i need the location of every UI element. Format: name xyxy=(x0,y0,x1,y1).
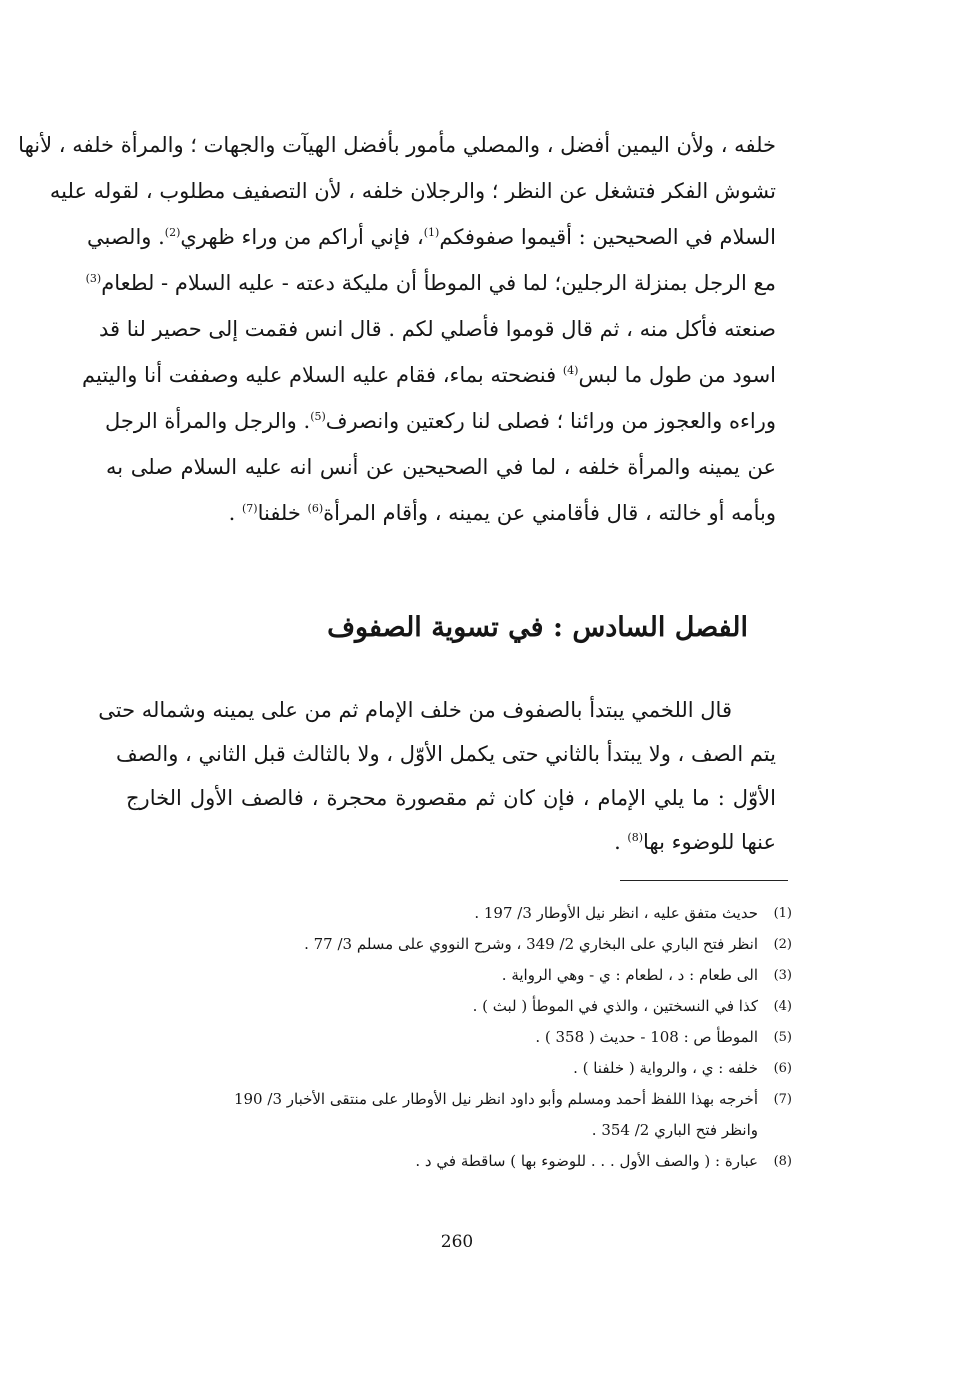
footnote-number: (4) xyxy=(773,999,792,1014)
paragraph-1 xyxy=(18,122,776,536)
text-line xyxy=(87,214,776,260)
footnote-number: (7) xyxy=(773,1092,792,1107)
text-line xyxy=(49,168,776,214)
footnote-marker: (1) xyxy=(423,226,440,239)
footnote-marker: (5) xyxy=(310,410,326,423)
footnotes-list xyxy=(152,898,792,1177)
footnote-marker: (2) xyxy=(164,226,181,239)
footnote-marker: (6) xyxy=(307,502,324,515)
line-text: قال اللخمي يبتدأ بالصفوف من خلف الإمام ثم من على يمينه وشماله حتى xyxy=(98,698,732,722)
text-line xyxy=(98,688,776,732)
text-line xyxy=(126,776,776,820)
footnote-marker: (4) xyxy=(562,364,579,377)
footnote-text: خلفه : ي ، والرواية ( خلفنا ) . xyxy=(573,1059,758,1077)
section-heading: الفصل السادس : في تسوية الصفوف xyxy=(327,612,748,643)
footnote-text: حديث متفق عليه ، انظر نيل الأوطار 3/ 197 . xyxy=(474,904,758,922)
footnote-marker: (7) xyxy=(241,502,258,515)
footnote-text: الى طعام : د ، لطعام : ي - وهي الرواية . xyxy=(501,966,758,984)
line-text: فنضحته بماء، فقام عليه السلام عليه وصففت أنا واليتيم xyxy=(82,363,563,387)
text-line xyxy=(126,820,776,864)
line-text: . xyxy=(614,830,628,854)
footnote-text: عبارة : ( والصف الأول . . . للوضوء بها ) ساقطة في د . xyxy=(415,1152,758,1170)
page-number: 260 xyxy=(440,1232,474,1252)
text-line xyxy=(106,398,776,444)
line-text: . xyxy=(228,501,242,525)
footnote-text-line: أخرجه بهذا اللفظ أحمد ومسلم وأبو داود انظر نيل الأوطار على منتقى الأخبار 3/ 190 xyxy=(233,1090,758,1108)
line-text: . والرجل والمرأة الرجل xyxy=(104,409,311,433)
footnote-number: (6) xyxy=(773,1061,792,1076)
footnote-text-line: وانظر فتح الباري 2/ 354 . xyxy=(591,1121,758,1139)
line-text: يتم الصف ، ولا يبتدأ بالثاني حتى يكمل الأوّل ، ولا بالثالث قبل الثاني ، والصف xyxy=(116,742,776,766)
line-text: صنعته فأكل منه ، ثم قال قوموا فأصلي لكم . قال انس فقمت إلى حصير لنا قد xyxy=(99,317,776,341)
line-text: خلفه ، ولأن اليمين أفضل ، والمصلي مأمور بأفضل الهيآت والجهات ؛ والمرأة خلفه ، لأنها xyxy=(18,133,776,157)
text-line xyxy=(82,352,776,398)
line-text: عنها للوضوء بها xyxy=(643,830,776,854)
footnote-text xyxy=(152,1084,758,1146)
footnote-number: (5) xyxy=(773,1030,792,1045)
footnote-text: كذا في النسختين ، والذي في الموطأ ( لبث ) . xyxy=(472,997,758,1015)
footnote-item xyxy=(152,1053,792,1084)
footnote-number: (8) xyxy=(773,1154,792,1169)
line-text: السلام في الصحيحين : أقيموا صفوفكم xyxy=(439,225,776,249)
footnote-number: (3) xyxy=(773,968,792,983)
text-line xyxy=(106,444,776,490)
footnote-item xyxy=(152,991,792,1022)
footnote-marker: (3) xyxy=(85,272,102,285)
footnote-number: (2) xyxy=(773,937,792,952)
footnote-separator xyxy=(620,880,788,881)
text-line xyxy=(116,732,776,776)
line-text: وبأمه أو خالته ، قال فأقامني عن يمينه ، وأقام المرأة xyxy=(323,501,776,525)
footnote-item xyxy=(152,1146,792,1177)
footnote-text: انظر فتح الباري على البخاري 2/ 349 ، وشرح النووي على مسلم 3/ 77 . xyxy=(304,935,758,953)
line-text: اسود من طول ما لبس xyxy=(578,363,776,387)
line-text: . والصبي xyxy=(87,225,165,249)
line-text: خلفنا xyxy=(257,501,308,525)
footnote-item xyxy=(152,1084,792,1146)
line-text: عن يمينه والمرأة خلفه ، لما في الصحيحين عن أنس انه عليه السلام صلى به xyxy=(106,455,776,479)
footnote-item xyxy=(152,929,792,960)
line-text: مع الرجل بمنزلة الرجلين؛ لما في الموطأ أن مليكة دعته - عليه السلام - لطعام xyxy=(101,271,776,295)
footnote-item xyxy=(152,960,792,991)
text-line xyxy=(99,306,776,352)
text-line xyxy=(18,122,776,168)
footnote-item xyxy=(152,898,792,929)
line-text: تشوش الفكر فتشغل عن النظر ؛ والرجلان خلفه ، لأن التصفيف مطلوب ، لقوله عليه xyxy=(49,179,776,203)
footnote-item xyxy=(152,1022,792,1053)
text-line xyxy=(106,490,776,536)
footnote-text: الموطأ ص : 108 - حديث ( 358 ) . xyxy=(535,1028,758,1046)
line-text: ، فإني أراكم من وراء ظهري xyxy=(180,225,424,249)
footnote-number: (1) xyxy=(773,906,792,921)
footnote-marker: (8) xyxy=(627,831,644,844)
line-text: الأوّل : ما يلي الإمام ، فإن كان ثم مقصورة محجرة ، فالصف الأول الخارج xyxy=(126,786,776,810)
line-text: وراءه والعجوز من ورائنا ؛ فصلى لنا ركعتين وانصرف xyxy=(325,409,776,433)
paragraph-2 xyxy=(98,688,776,864)
text-line xyxy=(85,260,776,306)
